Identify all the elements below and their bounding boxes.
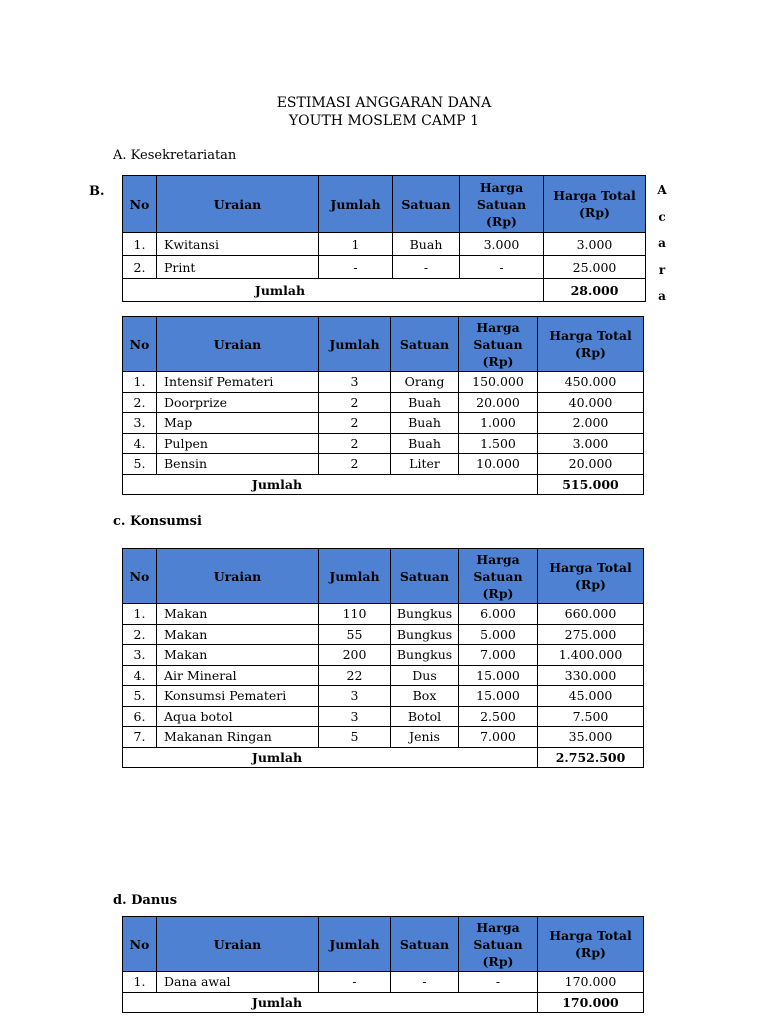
- cell-uraian: Air Mineral: [157, 665, 319, 686]
- cell-jumlah: 3: [319, 372, 391, 393]
- header-satuan: Satuan: [393, 176, 460, 233]
- cell-no: 4.: [123, 433, 157, 454]
- cell-jumlah: 5: [319, 727, 391, 748]
- header-line: Satuan: [473, 336, 523, 352]
- cell-satuan: Buah: [391, 433, 459, 454]
- table-row: [123, 256, 646, 279]
- side-letters: [657, 183, 667, 316]
- cell-jumlah: 2: [319, 454, 391, 475]
- cell-satuan: Bungkus: [391, 604, 459, 625]
- header-harga-total: [544, 176, 646, 233]
- cell-jumlah: 3: [319, 686, 391, 707]
- header-line: (Rp): [482, 953, 514, 969]
- cell-no: 1.: [123, 372, 157, 393]
- total-label: Jumlah: [123, 279, 544, 302]
- cell-harga-total: 7.500: [538, 706, 644, 727]
- cell-uraian: Makan: [157, 624, 319, 645]
- header-satuan: Satuan: [391, 549, 459, 604]
- total-row: [123, 747, 644, 768]
- cell-harga-total: 170.000: [538, 972, 644, 993]
- cell-satuan: Bungkus: [391, 624, 459, 645]
- side-letter: a: [658, 236, 666, 250]
- cell-no: 3.: [123, 413, 157, 434]
- side-letter: r: [658, 262, 666, 277]
- cell-jumlah: 22: [319, 665, 391, 686]
- cell-harga-total: 330.000: [538, 665, 644, 686]
- total-row: [123, 279, 646, 302]
- title-line-2: YOUTH MOSLEM CAMP 1: [288, 113, 480, 129]
- cell-uraian: Pulpen: [157, 433, 319, 454]
- cell-satuan: Bungkus: [391, 645, 459, 666]
- cell-no: 2.: [123, 392, 157, 413]
- cell-no: 7.: [123, 727, 157, 748]
- header-jumlah: Jumlah: [319, 317, 391, 372]
- cell-harga-total: 20.000: [538, 454, 644, 475]
- cell-uraian: Bensin: [157, 454, 319, 475]
- cell-no: 1.: [123, 972, 157, 993]
- cell-jumlah: 2: [319, 392, 391, 413]
- header-uraian: Uraian: [157, 176, 319, 233]
- cell-harga-satuan: 1.500: [459, 433, 538, 454]
- total-value: 170.000: [538, 992, 644, 1013]
- table-row: [123, 706, 644, 727]
- table-row: [123, 624, 644, 645]
- cell-harga-total: 1.400.000: [538, 645, 644, 666]
- header-line: Harga: [476, 919, 520, 935]
- cell-harga-satuan: 3.000: [460, 233, 544, 256]
- header-harga-total: [538, 317, 644, 372]
- cell-harga-total: 450.000: [538, 372, 644, 393]
- cell-jumlah: 2: [319, 413, 391, 434]
- header-no: No: [123, 917, 157, 972]
- cell-satuan: Buah: [391, 413, 459, 434]
- total-value: 515.000: [538, 474, 644, 495]
- cell-satuan: Botol: [391, 706, 459, 727]
- section-a-label: A. Kesekretariatan: [113, 148, 237, 163]
- cell-harga-total: 35.000: [538, 727, 644, 748]
- cell-harga-satuan: 2.500: [459, 706, 538, 727]
- total-value: 28.000: [544, 279, 646, 302]
- header-uraian: Uraian: [157, 549, 319, 604]
- cell-uraian: Kwitansi: [157, 233, 319, 256]
- table-row: [123, 392, 644, 413]
- budget-table: [122, 916, 644, 1013]
- cell-satuan: Buah: [393, 233, 460, 256]
- header-line: (Rp): [482, 585, 514, 601]
- cell-no: 3.: [123, 645, 157, 666]
- header-satuan: Satuan: [391, 917, 459, 972]
- header-uraian: Uraian: [157, 317, 319, 372]
- total-label: Jumlah: [123, 474, 538, 495]
- cell-harga-satuan: -: [459, 972, 538, 993]
- cell-uraian: Map: [157, 413, 319, 434]
- cell-harga-satuan: 7.000: [459, 727, 538, 748]
- table-row: [123, 686, 644, 707]
- header-line: (Rp): [486, 213, 517, 229]
- cell-harga-total: 275.000: [538, 624, 644, 645]
- table-row: [123, 645, 644, 666]
- cell-satuan: Orang: [391, 372, 459, 393]
- cell-harga-satuan: -: [460, 256, 544, 279]
- header-line: Harga Total: [549, 328, 632, 343]
- header-no: No: [123, 176, 157, 233]
- header-line: (Rp): [579, 205, 610, 220]
- total-row: [123, 474, 644, 495]
- cell-harga-satuan: 7.000: [459, 645, 538, 666]
- cell-no: 2.: [123, 256, 157, 279]
- cell-harga-satuan: 6.000: [459, 604, 538, 625]
- section-b-label: B.: [89, 184, 105, 199]
- header-jumlah: Jumlah: [319, 176, 393, 233]
- cell-harga-satuan: 15.000: [459, 686, 538, 707]
- header-line: (Rp): [482, 353, 514, 369]
- side-letter: a: [658, 289, 666, 303]
- header-line: Harga: [476, 551, 520, 567]
- cell-harga-total: 45.000: [538, 686, 644, 707]
- cell-harga-total: 2.000: [538, 413, 644, 434]
- table-row: [123, 233, 646, 256]
- total-row: [123, 992, 644, 1013]
- header-line: Harga: [476, 319, 520, 335]
- budget-table: [122, 175, 646, 302]
- cell-uraian: Aqua botol: [157, 706, 319, 727]
- cell-harga-satuan: 150.000: [459, 372, 538, 393]
- document-title: [0, 94, 768, 130]
- cell-jumlah: 110: [319, 604, 391, 625]
- header-harga-satuan: [459, 317, 538, 372]
- cell-no: 2.: [123, 624, 157, 645]
- table-row: [123, 413, 644, 434]
- table-row: [123, 454, 644, 475]
- header-harga-satuan: [460, 176, 544, 233]
- table-row: [123, 665, 644, 686]
- table-row: [123, 372, 644, 393]
- cell-harga-total: 40.000: [538, 392, 644, 413]
- cell-satuan: Liter: [391, 454, 459, 475]
- cell-harga-total: 660.000: [538, 604, 644, 625]
- cell-uraian: Intensif Pemateri: [157, 372, 319, 393]
- cell-uraian: Doorprize: [157, 392, 319, 413]
- header-harga-satuan: [459, 917, 538, 972]
- table-row: [123, 604, 644, 625]
- cell-no: 1.: [123, 233, 157, 256]
- header-line: Satuan: [476, 196, 527, 212]
- cell-jumlah: 2: [319, 433, 391, 454]
- header-jumlah: Jumlah: [319, 917, 391, 972]
- title-line-1: ESTIMASI ANGGARAN DANA: [276, 95, 492, 111]
- cell-satuan: Buah: [391, 392, 459, 413]
- header-line: Harga Total: [553, 188, 636, 203]
- table-row: [123, 972, 644, 993]
- cell-satuan: Box: [391, 686, 459, 707]
- cell-harga-satuan: 20.000: [459, 392, 538, 413]
- total-label: Jumlah: [123, 992, 538, 1013]
- cell-satuan: -: [391, 972, 459, 993]
- section-d-label: d. Danus: [113, 893, 178, 908]
- cell-uraian: Makan: [157, 604, 319, 625]
- budget-table: [122, 316, 644, 495]
- header-satuan: Satuan: [391, 317, 459, 372]
- header-no: No: [123, 317, 157, 372]
- cell-no: 6.: [123, 706, 157, 727]
- budget-table: [122, 548, 644, 768]
- header-line: Satuan: [473, 936, 523, 952]
- header-line: (Rp): [575, 945, 606, 960]
- cell-uraian: Makan: [157, 645, 319, 666]
- total-value: 2.752.500: [538, 747, 644, 768]
- header-line: Harga Total: [549, 928, 632, 943]
- header-jumlah: Jumlah: [319, 549, 391, 604]
- table-row: [123, 433, 644, 454]
- cell-no: 1.: [123, 604, 157, 625]
- cell-harga-satuan: 10.000: [459, 454, 538, 475]
- cell-uraian: Dana awal: [157, 972, 319, 993]
- cell-harga-satuan: 1.000: [459, 413, 538, 434]
- cell-jumlah: 1: [319, 233, 393, 256]
- header-harga-satuan: [459, 549, 538, 604]
- cell-jumlah: 200: [319, 645, 391, 666]
- cell-no: 4.: [123, 665, 157, 686]
- cell-harga-satuan: 15.000: [459, 665, 538, 686]
- total-label: Jumlah: [123, 747, 538, 768]
- side-letter: A: [657, 183, 667, 197]
- cell-uraian: Makanan Ringan: [157, 727, 319, 748]
- cell-uraian: Konsumsi Pemateri: [157, 686, 319, 707]
- cell-satuan: -: [393, 256, 460, 279]
- cell-uraian: Print: [157, 256, 319, 279]
- section-c-label: c. Konsumsi: [113, 514, 202, 529]
- cell-harga-total: 3.000: [538, 433, 644, 454]
- cell-jumlah: -: [319, 256, 393, 279]
- header-line: Harga Total: [549, 560, 632, 575]
- header-no: No: [123, 549, 157, 604]
- header-line: (Rp): [575, 577, 606, 592]
- cell-harga-total: 3.000: [544, 233, 646, 256]
- cell-jumlah: -: [319, 972, 391, 993]
- cell-jumlah: 55: [319, 624, 391, 645]
- header-uraian: Uraian: [157, 917, 319, 972]
- cell-satuan: Dus: [391, 665, 459, 686]
- cell-harga-total: 25.000: [544, 256, 646, 279]
- side-letter: c: [658, 209, 666, 224]
- header-line: Harga: [479, 179, 524, 195]
- cell-no: 5.: [123, 454, 157, 475]
- table-row: [123, 727, 644, 748]
- cell-no: 5.: [123, 686, 157, 707]
- header-line: (Rp): [575, 345, 606, 360]
- cell-harga-satuan: 5.000: [459, 624, 538, 645]
- header-harga-total: [538, 549, 644, 604]
- cell-jumlah: 3: [319, 706, 391, 727]
- header-harga-total: [538, 917, 644, 972]
- header-line: Satuan: [473, 568, 523, 584]
- cell-satuan: Jenis: [391, 727, 459, 748]
